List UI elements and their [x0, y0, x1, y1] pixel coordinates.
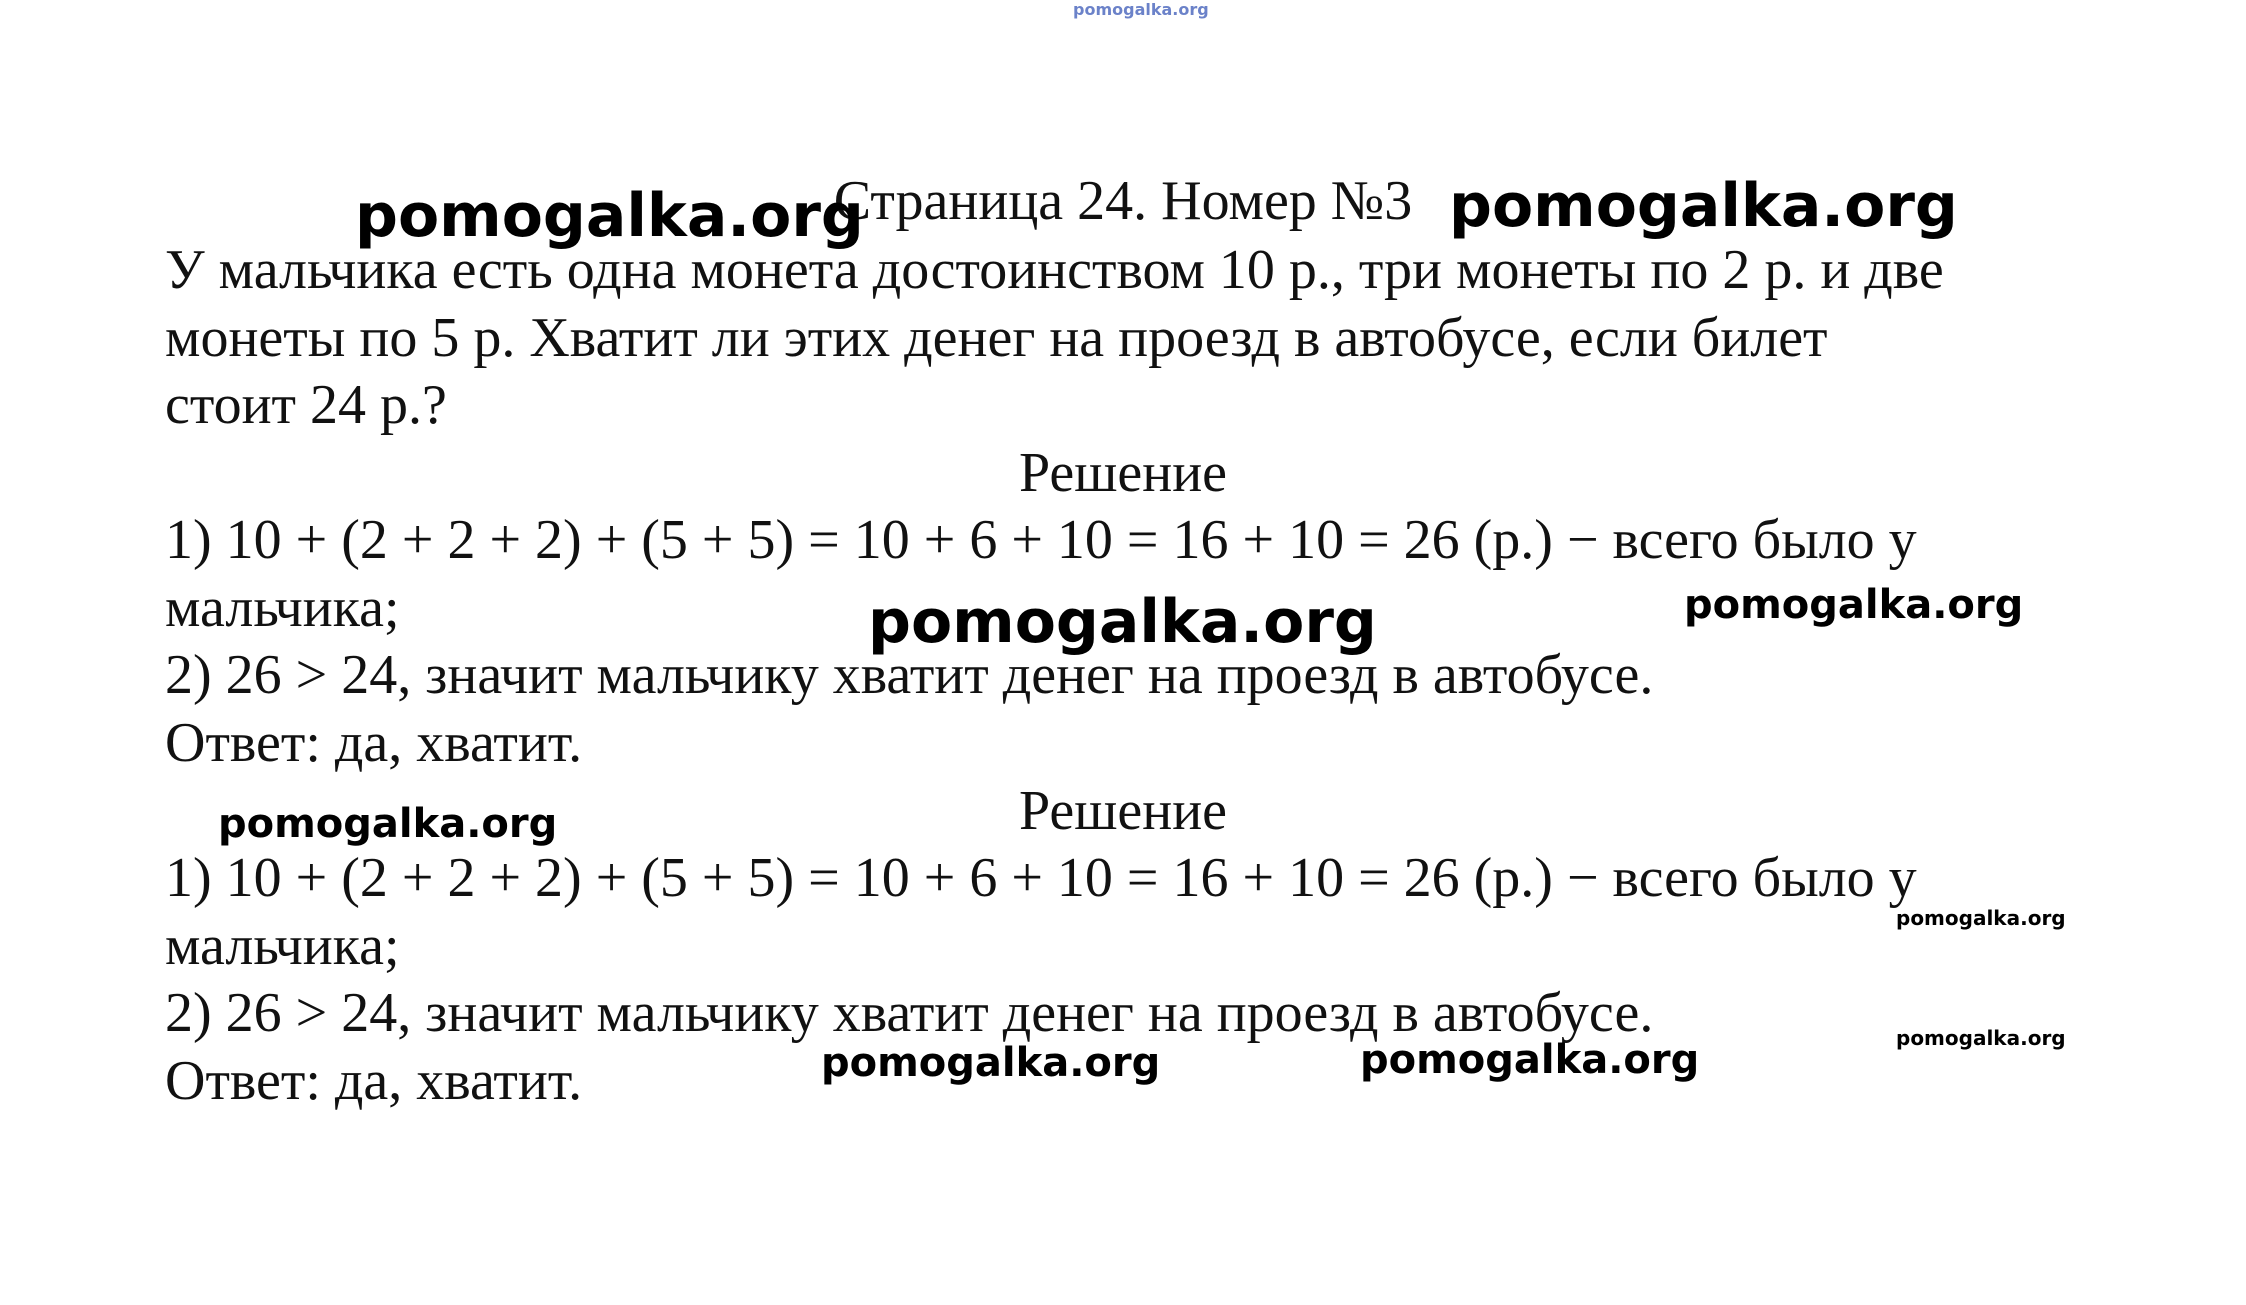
- solution-2-answer: Ответ: да, хватит.: [165, 1050, 583, 1112]
- watermark-top: pomogalka.org: [1073, 0, 1209, 19]
- solution-1-answer: Ответ: да, хватит.: [165, 712, 583, 774]
- solution-2-step1-line1: 1) 10 + (2 + 2 + 2) + (5 + 5) = 10 + 6 + 10 = 16 + 10 = 26 (р.) − всего было у: [165, 847, 1917, 909]
- solution-2-step2: 2) 26 > 24, значит мальчику хватит денег на проезд в автобусе.: [165, 982, 1654, 1044]
- page-title: Страница 24. Номер №3: [833, 170, 1413, 232]
- solution-2-step1-line2: мальчика;: [165, 915, 400, 977]
- solution-1-step2: 2) 26 > 24, значит мальчику хватит денег на проезд в автобусе.: [165, 644, 1654, 706]
- watermark-small-right-2: pomogalka.org: [1896, 1026, 2066, 1050]
- watermark-title-right: pomogalka.org: [1449, 171, 1958, 241]
- watermark-bottom-center: pomogalka.org: [821, 1040, 1161, 1086]
- watermark-bottom-right: pomogalka.org: [1360, 1037, 1700, 1083]
- solution-heading-1: Решение: [1018, 442, 1228, 504]
- solution-1-step1-line2: мальчика;: [165, 577, 400, 639]
- problem-line-3: стоит 24 р.?: [165, 374, 447, 436]
- solution-1-step1-line1: 1) 10 + (2 + 2 + 2) + (5 + 5) = 10 + 6 + 10 = 16 + 10 = 26 (р.) − всего было у: [165, 509, 1917, 571]
- watermark-title-left: pomogalka.org: [355, 181, 864, 251]
- problem-line-1: У мальчика есть одна монета достоинством 10 р., три монеты по 2 р. и две: [165, 239, 1944, 301]
- watermark-middle-large: pomogalka.org: [868, 587, 1377, 657]
- watermark-small-right-1: pomogalka.org: [1896, 906, 2066, 930]
- watermark-middle-right: pomogalka.org: [1684, 582, 2024, 628]
- solution-heading-2: Решение: [1018, 780, 1228, 842]
- problem-line-2: монеты по 5 р. Хватит ли этих денег на проезд в автобусе, если билет: [165, 307, 1828, 369]
- watermark-left: pomogalka.org: [218, 801, 558, 847]
